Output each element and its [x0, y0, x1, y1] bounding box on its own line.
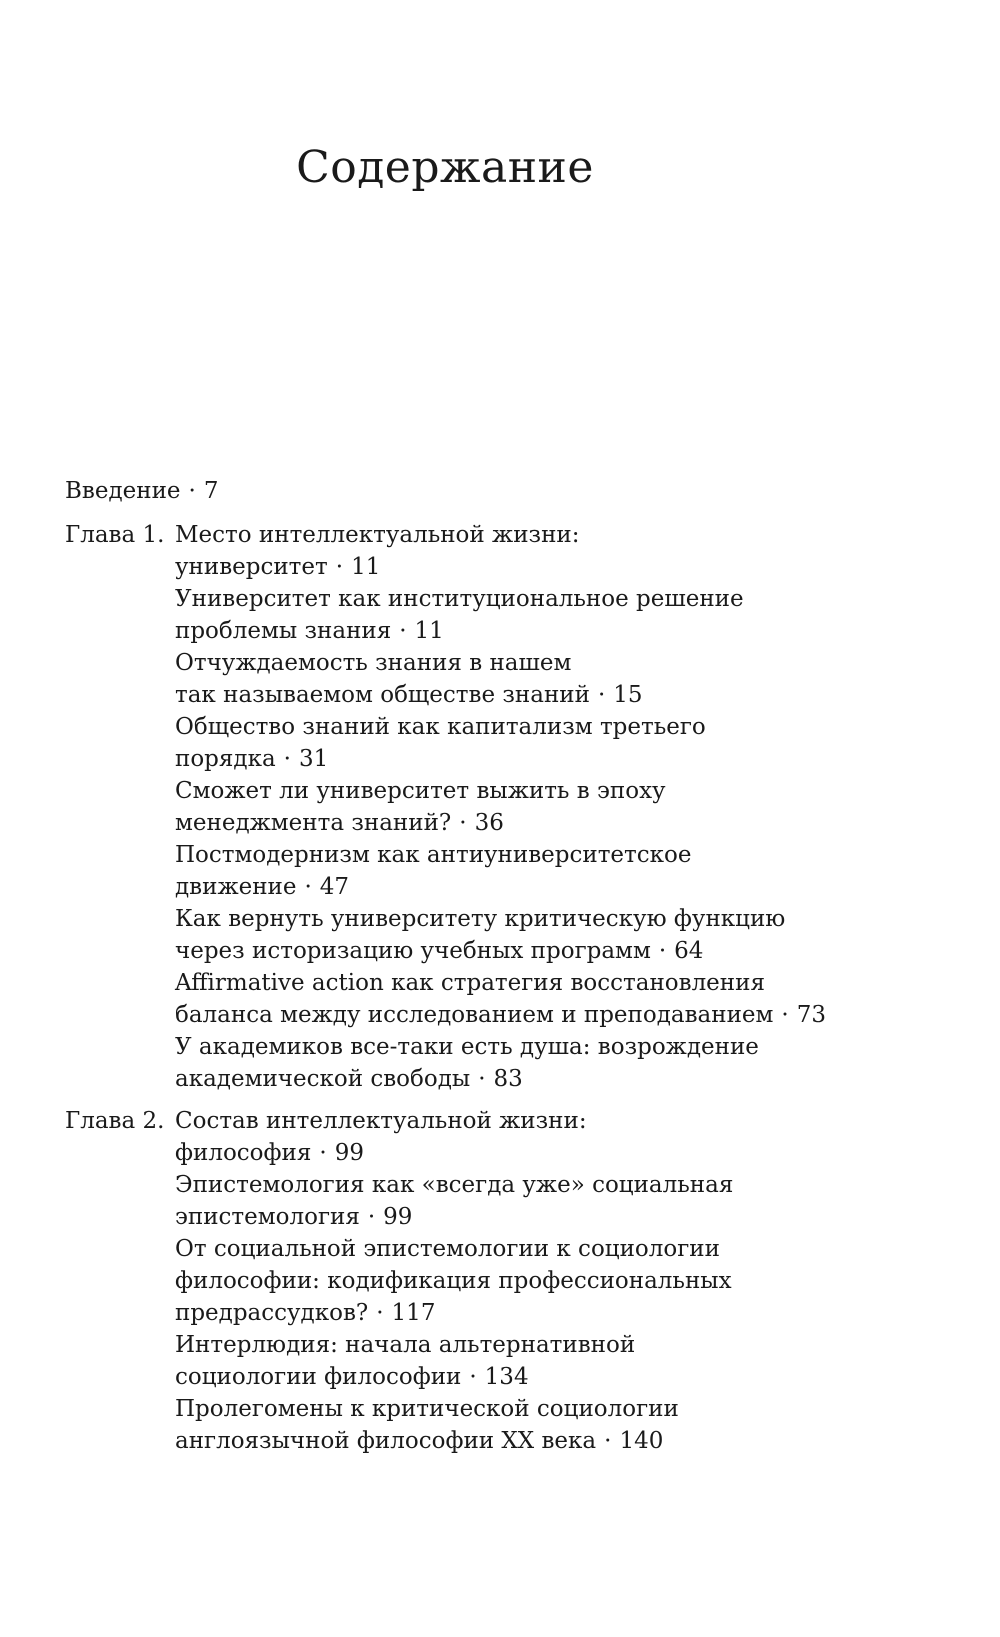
- toc-line: баланса между исследованием и преподаванием: [175, 1002, 774, 1028]
- toc-separator: ·: [781, 1002, 789, 1028]
- toc-page-number: 64: [674, 938, 704, 964]
- toc-page-number: 47: [319, 874, 350, 900]
- page-title: Содержание: [296, 142, 594, 193]
- toc-line: У академиков все-таки есть душа: возрождение: [175, 1034, 759, 1060]
- toc-separator: ·: [367, 1204, 376, 1230]
- toc-separator: ·: [658, 938, 667, 964]
- table-of-contents: [65, 475, 945, 1467]
- toc-page-number: 117: [391, 1300, 436, 1326]
- toc-line: проблемы знания: [175, 618, 392, 644]
- toc-separator: ·: [478, 1066, 486, 1092]
- toc-page-number: 140: [619, 1428, 664, 1454]
- toc-separator: ·: [283, 746, 291, 772]
- toc-line: эпистемология: [175, 1204, 360, 1230]
- toc-line: так называемом обществе знаний: [175, 682, 590, 708]
- toc-page-number: 15: [613, 682, 643, 708]
- toc-line: англоязычной философии XX века: [175, 1428, 597, 1454]
- toc-entry-title: Введение: [65, 478, 181, 504]
- toc-line: Университет как институциональное решение: [175, 586, 744, 612]
- toc-entry-intro[interactable]: [65, 475, 945, 507]
- toc-line: Отчуждаемость знания в нашем: [175, 650, 572, 676]
- toc-page-number: 11: [414, 618, 444, 644]
- toc-line: От социальной эпистемологии к социологии: [175, 1236, 720, 1262]
- toc-line: Affirmative action как стратегия восстановления: [175, 970, 765, 996]
- toc-page-number: 134: [484, 1364, 529, 1390]
- toc-section[interactable]: [175, 1169, 945, 1233]
- toc-line: университет: [175, 554, 328, 580]
- toc-separator: ·: [469, 1364, 477, 1390]
- toc-section[interactable]: [175, 1031, 945, 1095]
- toc-page-number: 73: [796, 1002, 827, 1028]
- toc-line: Эпистемология как «всегда уже» социальная: [175, 1172, 734, 1198]
- toc-line: Пролегомены к критической социологии: [175, 1396, 679, 1422]
- toc-separator: ·: [376, 1300, 384, 1326]
- toc-separator: ·: [399, 618, 407, 644]
- toc-page-number: 7: [203, 478, 219, 504]
- toc-line: Как вернуть университету критическую функцию: [175, 906, 786, 932]
- toc-section[interactable]: [175, 967, 945, 1031]
- toc-page-number: 99: [334, 1140, 364, 1166]
- toc-line: Сможет ли университет выжить в эпоху: [175, 778, 666, 804]
- toc-separator: ·: [604, 1428, 612, 1454]
- toc-line: движение: [175, 874, 297, 900]
- toc-section[interactable]: [175, 1393, 945, 1457]
- toc-line: Интерлюдия: начала альтернативной: [175, 1332, 636, 1358]
- toc-page-number: 31: [298, 746, 329, 772]
- chapter-label: Глава 2.: [65, 1108, 165, 1134]
- toc-section[interactable]: [175, 775, 945, 839]
- toc-line: предрассудков?: [175, 1300, 369, 1326]
- toc-section[interactable]: [175, 583, 945, 647]
- toc-separator: ·: [597, 682, 606, 708]
- toc-chapter-1: [65, 519, 945, 1095]
- toc-separator: ·: [319, 1140, 327, 1166]
- toc-line: Постмодернизм как антиуниверситетское: [175, 842, 692, 868]
- chapter-label: Глава 1.: [65, 522, 165, 548]
- toc-section[interactable]: [175, 647, 945, 711]
- toc-chapter-2: [65, 1105, 945, 1457]
- toc-line: академической свободы: [175, 1066, 471, 1092]
- toc-line: Состав интеллектуальной жизни:: [175, 1108, 587, 1134]
- toc-line: Общество знаний как капитализм третьего: [175, 714, 706, 740]
- toc-line: порядка: [175, 746, 276, 772]
- toc-separator: ·: [188, 478, 196, 504]
- toc-page-number: 11: [351, 554, 381, 580]
- toc-line: Место интеллектуальной жизни:: [175, 522, 580, 548]
- toc-section[interactable]: [175, 711, 945, 775]
- toc-chapter-title[interactable]: [175, 519, 945, 583]
- toc-line: философии: кодификация профессиональных: [175, 1268, 732, 1294]
- toc-page-number: 83: [493, 1066, 523, 1092]
- toc-line: через историзацию учебных программ: [175, 938, 651, 964]
- toc-section[interactable]: [175, 1329, 945, 1393]
- toc-line: философия: [175, 1140, 312, 1166]
- toc-section[interactable]: [175, 903, 945, 967]
- toc-chapter-title[interactable]: [175, 1105, 945, 1169]
- toc-section[interactable]: [175, 1233, 945, 1329]
- toc-line: социологии философии: [175, 1364, 462, 1390]
- toc-separator: ·: [459, 810, 467, 836]
- toc-page-number: 99: [383, 1204, 413, 1230]
- toc-section[interactable]: [175, 839, 945, 903]
- toc-line: менеджмента знаний?: [175, 810, 452, 836]
- toc-separator: ·: [335, 554, 344, 580]
- toc-page-number: 36: [474, 810, 504, 836]
- toc-separator: ·: [304, 874, 312, 900]
